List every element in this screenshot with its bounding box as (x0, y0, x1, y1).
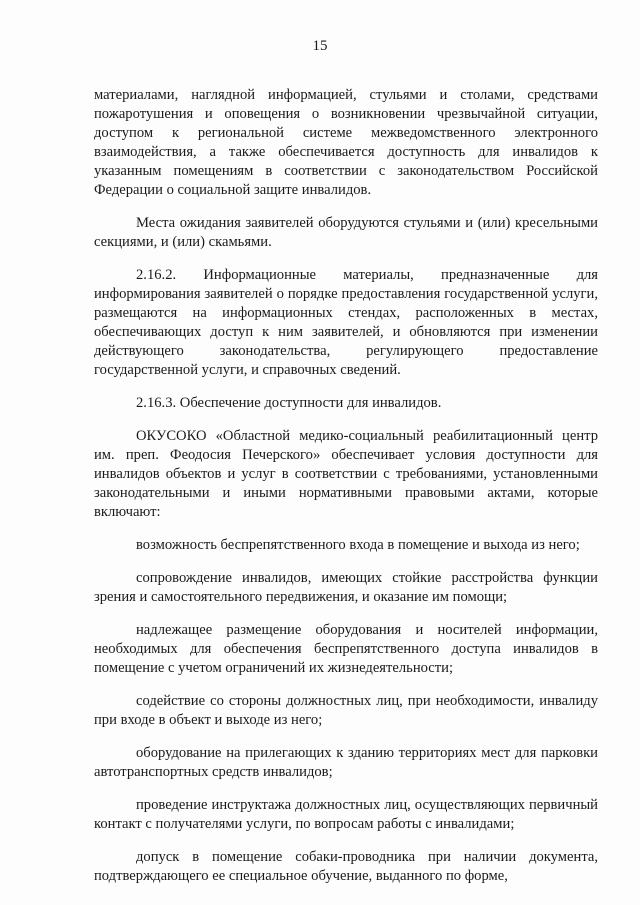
document-body (94, 86, 598, 886)
paragraph-premises-equipment: материалами, наглядной информацией, стульями и столами, средствами пожаротушения и оповещения о возникновении чрезвычайной ситуации, доступом к региональной системе межведомственного электронного взаимодействия, а также обеспечивается доступность для инвалидов к указанным помещениям в соответствии с законодательством Российской Федерации о социальной защите инвалидов. (94, 87, 598, 198)
list-item-free-entry: возможность беспрепятственного входа в помещение и выхода из него; (136, 537, 580, 553)
paragraph-waiting-areas: Места ожидания заявителей оборудуются стульями и (или) кресельными секциями, и (или) скамьями. (94, 215, 598, 250)
list-item-guide-dog: допуск в помещение собаки-проводника при наличии документа, подтверждающего ее специальное обучение, выданного по форме, (94, 849, 598, 884)
paragraph-2-16-3-heading: 2.16.3. Обеспечение доступности для инвалидов. (136, 395, 442, 411)
list-item-equipment-placement: надлежащее размещение оборудования и носителей информации, необходимых для обеспечения беспрепятственного доступа инвалидов в помещение с учетом ограничений их жизнедеятельности; (94, 622, 598, 676)
page-number: 15 (312, 38, 328, 54)
paragraph-accessibility-intro: ОКУСОКО «Областной медико-социальный реабилитационный центр им. преп. Феодосия Печерского» обеспечивает условия доступности для инвалидов объектов и услуг в соответствии с требованиями, установленными законодательными и иными нормативными правовыми актами, которые включают: (94, 428, 598, 520)
list-item-escort: сопровождение инвалидов, имеющих стойкие расстройства функции зрения и самостоятельного передвижения, и оказание им помощи; (94, 570, 598, 605)
list-item-staff-briefing: проведение инструктажа должностных лиц, осуществляющих первичный контакт с получателями услуги, по вопросам работы с инвалидами; (94, 797, 598, 832)
paragraph-2-16-2: 2.16.2. Информационные материалы, предназначенные для информирования заявителей о порядке предоставления государственной услуги, размещаются на информационных стендах, расположенных в местах, обеспечивающих доступ к ним заявителей, и обновляются при изменении действующего законодательства, регулирующего предоставление государственной услуги, и справочных сведений. (94, 267, 598, 378)
list-item-staff-assistance: содействие со стороны должностных лиц, при необходимости, инвалиду при входе в объект и выходе из него; (94, 693, 598, 728)
list-item-parking: оборудование на прилегающих к зданию территориях мест для парковки автотранспортных средств инвалидов; (94, 745, 598, 780)
